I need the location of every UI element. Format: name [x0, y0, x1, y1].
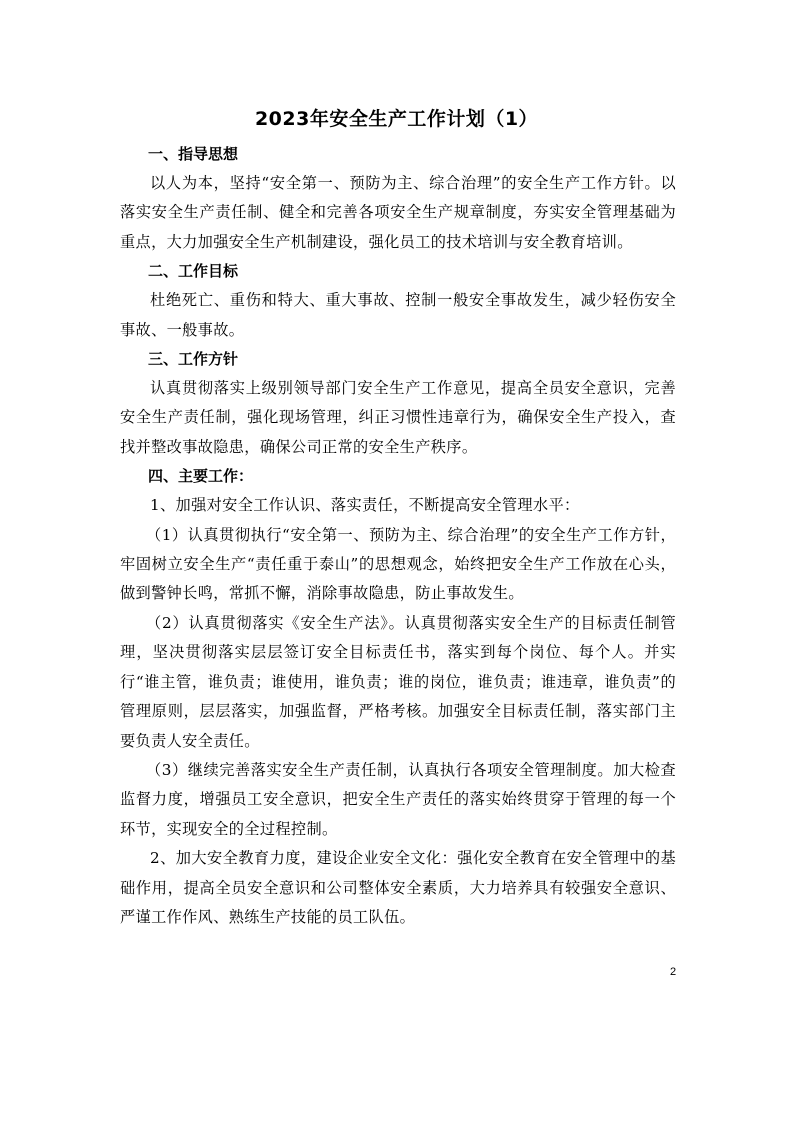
section-heading-main-work: 四、主要工作：	[148, 467, 254, 486]
section-heading-work-policy: 三、工作方针	[148, 350, 239, 369]
paragraph: 以人为本，坚持“安全第一、预防为主、综合治理”的安全生产工作方针。以落实安全生产责任制、健全和完善各项安全生产规章制度，夯实安全管理基础为重点，大力加强安全生产机制建设，强化员工的技术培训与安全教育培训。	[120, 174, 676, 251]
section-heading-guiding-ideology: 一、指导思想	[148, 145, 239, 163]
paragraph: 认真贯彻落实上级别领导部门安全生产工作意见，提高全员安全意识，完善安全生产责任制，强化现场管理，纠正习惯性违章行为，确保安全生产投入，查找并整改事故隐患，确保公司正常的安全生产秩序。	[120, 379, 676, 456]
section-heading-work-goals: 二、工作目标	[148, 262, 239, 281]
paragraph: 2、加大安全教育力度，建设企业安全文化：强化安全教育在安全管理中的基础作用，提高全员安全意识和公司整体安全素质，大力培养具有较强安全意识、严谨工作作风、熟练生产技能的员工队伍。	[120, 849, 676, 926]
paragraph: 杜绝死亡、重伤和特大、重大事故、控制一般安全事故发生，减少轻伤安全事故、一般事故。	[120, 291, 676, 339]
page-number: 2	[670, 966, 677, 978]
document-body	[120, 140, 676, 932]
paragraph: 1、加强对安全工作认识、落实责任，不断提高安全管理水平：	[150, 496, 580, 515]
document-title: 2023年安全生产工作计划（1）	[254, 108, 539, 130]
paragraph: （3）继续完善落实安全生产责任制，认真执行各项安全管理制度。加大检查监督力度，增强员工安全意识，把安全生产责任的落实始终贯穿于管理的每一个环节，实现安全的全过程控制。	[120, 760, 676, 838]
paragraph: （2）认真贯彻落实《安全生产法》。认真贯彻落实安全生产的目标责任制管理，坚决贯彻落实层层签订安全目标责任书，落实到每个岗位、每个人。并实行“谁主管，谁负责；谁使用，谁负责；谁的岗位，谁负责；谁违章，谁负责”的管理原则，层层落实，加强监督，严格考核。加强安全目标责任制，落实部门主要负责人安全责任。	[120, 613, 676, 750]
paragraph: （1）认真贯彻执行“安全第一、预防为主、综合治理”的安全生产工作方针，牢固树立安全生产“责任重于泰山”的思想观念，始终把安全生产工作放在心头，做到警钟长鸣，常抓不懈，消除事故隐患，防止事故发生。	[120, 525, 676, 603]
